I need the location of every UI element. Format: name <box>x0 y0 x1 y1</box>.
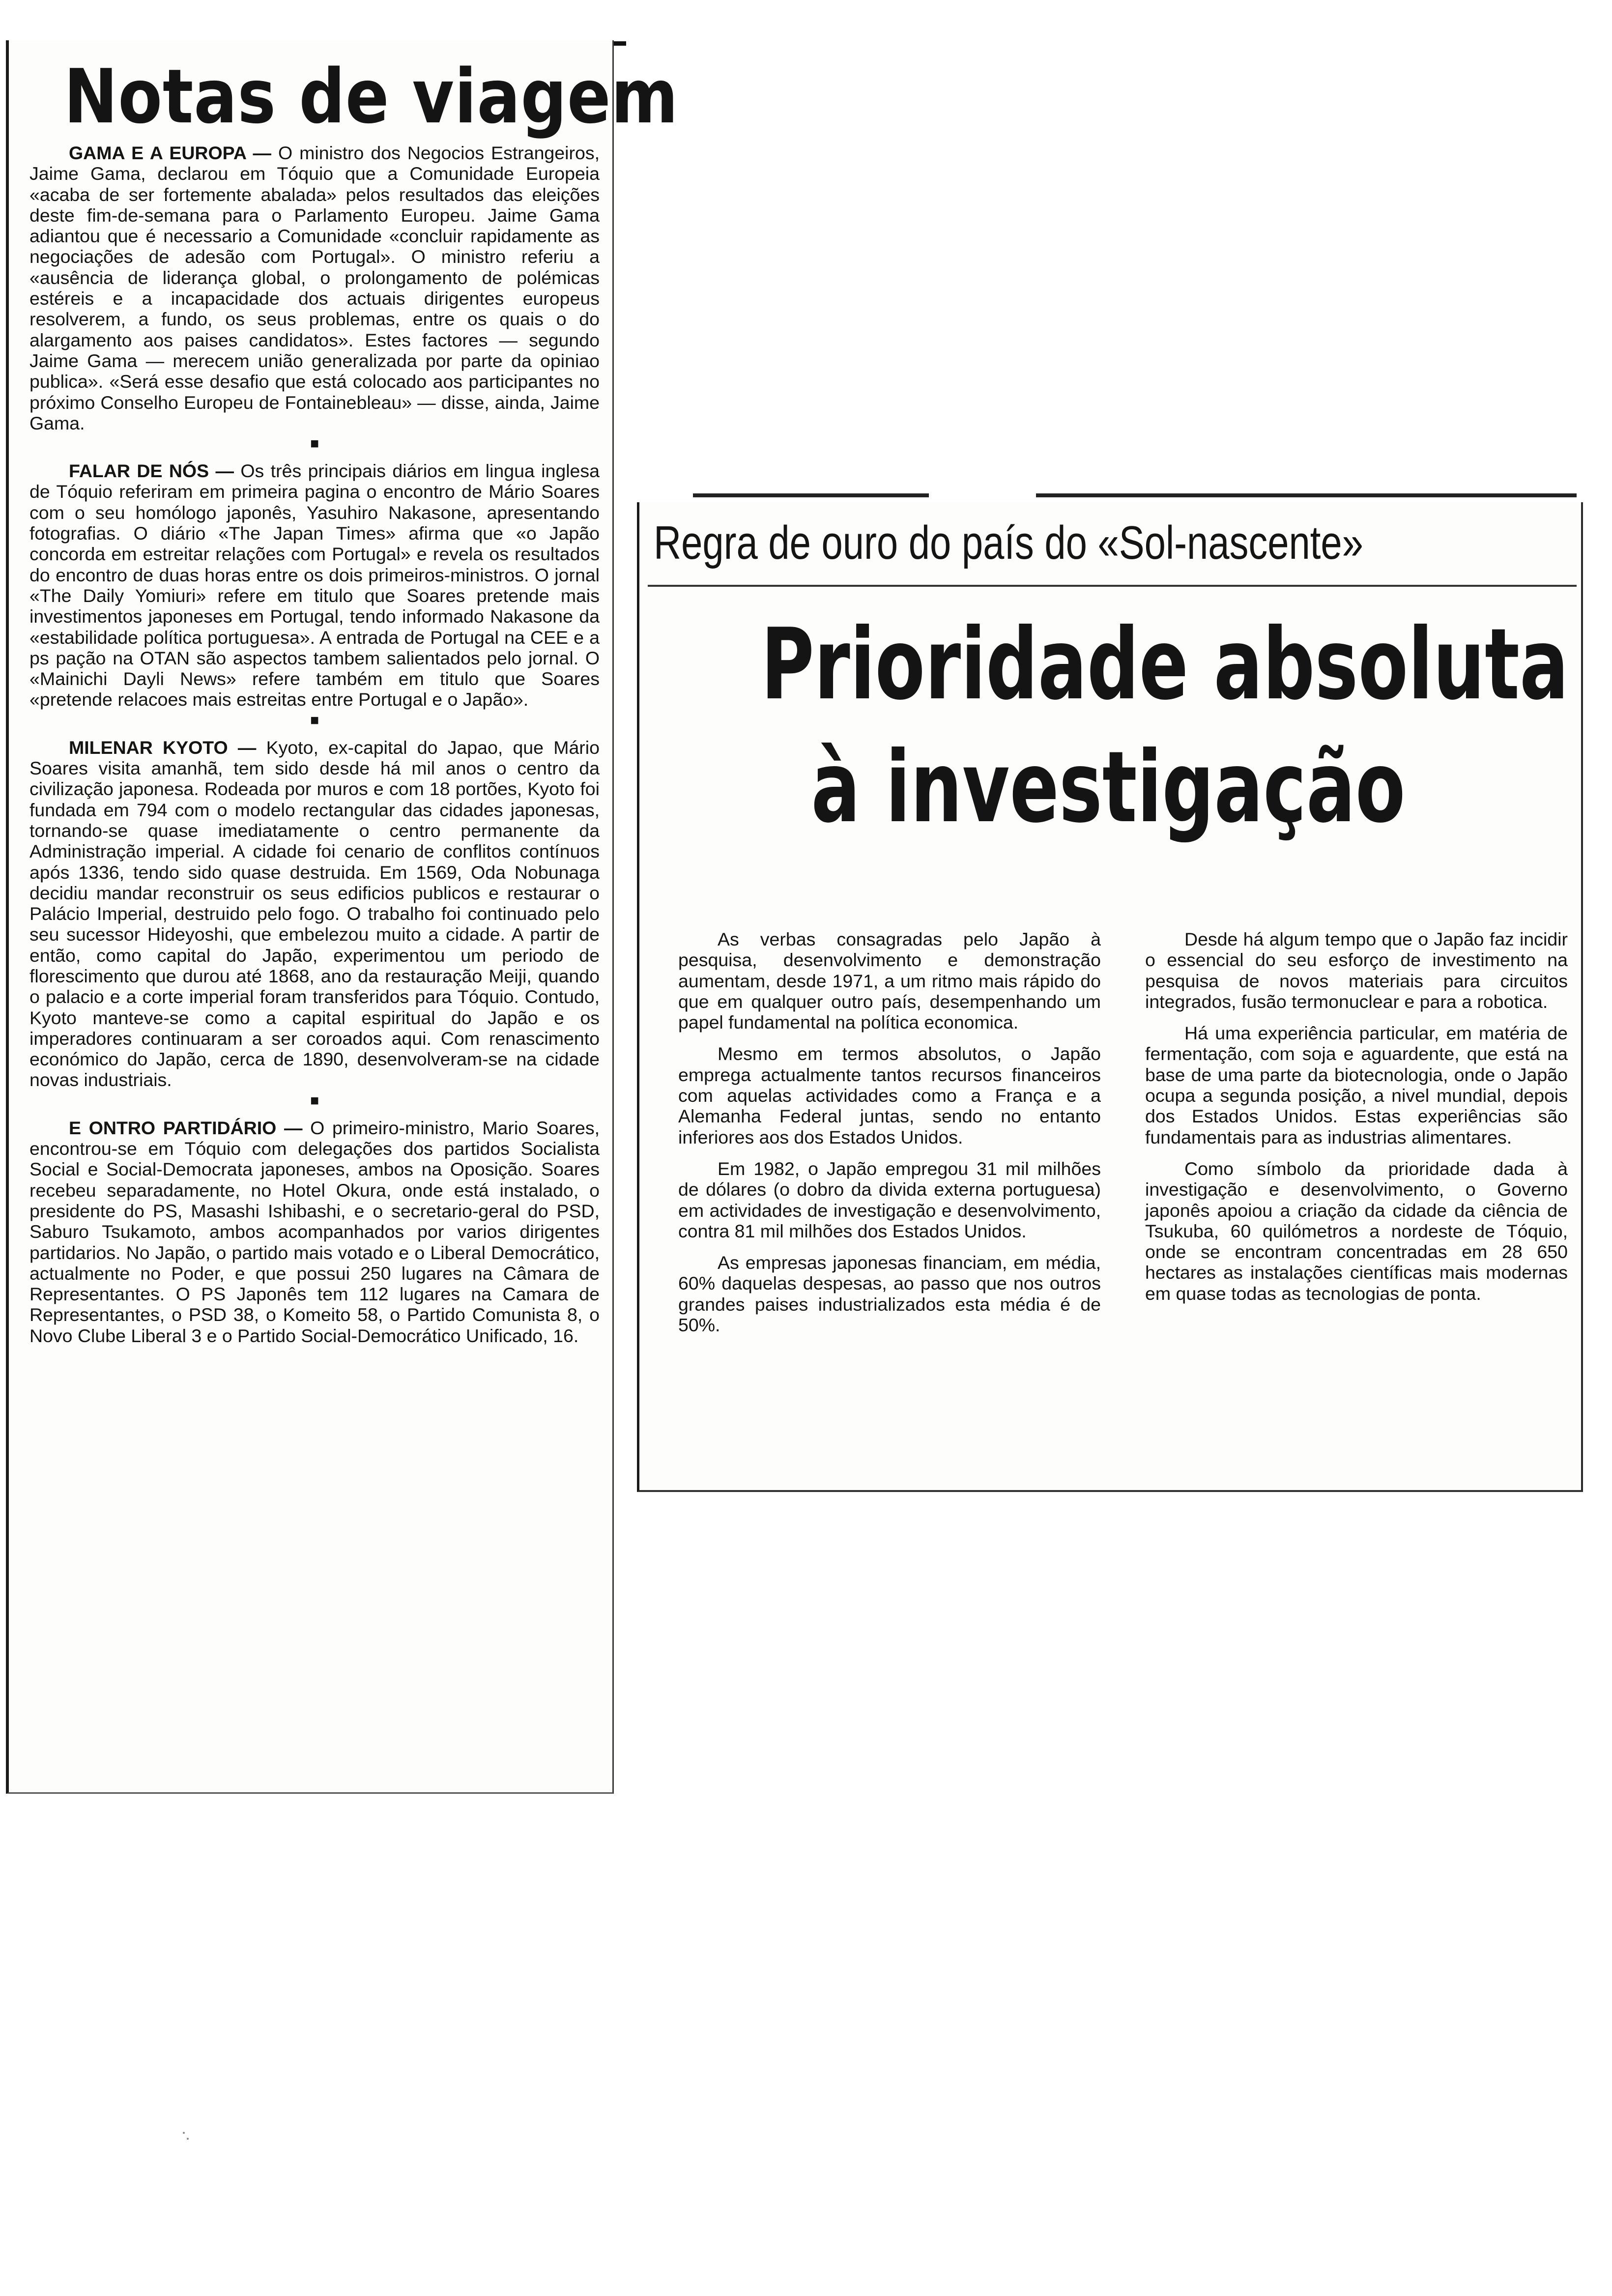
item-lead: MILENAR KYOTO — <box>69 737 257 758</box>
item-lead: GAMA E A EUROPA — <box>69 143 272 163</box>
item-text: Os três principais diários em lingua inglesa de Tóquio referiram em primeira pagina o encontro de Mário Soares com o seu homólogo japonês, Yasuhiro Nakasone, apresentando fotografias. O diário «The Japan Times» afirma que «o Japão concorda em estreitar relações com Portugal» e revela os resultados do encontro de duas horas entre os dois primeiros-ministros. O jornal «The Daily Yomiuri» refere em titulo que Soares pretende mais investimentos japoneses em Portugal, tendo informado Nakasone da «estabilidade política portuguesa». A entrada de Portugal na CEE e a ps pação na OTAN são aspectos tambem salientados pelo jornal. O «Mainichi Dayli News» refere também em titulo que Soares «pretende relacoes mais estreitas entre Portugal e o Japão». <box>29 460 600 710</box>
headline-line-2: à investigação <box>811 730 1406 845</box>
left-article-body <box>29 143 600 1346</box>
item-lead: E ONTRO PARTIDÁRIO — <box>69 1117 303 1138</box>
headline-line-1: Prioridade absoluta <box>761 607 1569 722</box>
item-gama-europa <box>29 143 600 433</box>
item-text: O primeiro-ministro, Mario Soares, encontrou-se em Tóquio com delegações dos partidos Socialista Social e Social-Democrata japoneses, ambos na Oposição. Soares recebeu separadamente, no Hotel Okura, onde está instalado, o presidente do PS, Masashi Ishibashi, e o secretario-geral do PSD, Saburo Tsukamoto, ambos acompanhados por varios dirigentes partidarios. No Japão, o partido mais votado e o Liberal Democrático, actualmente no Poder, e que possui 250 lugares na Câmara de Representantes. O PS Japonês tem 112 lugares na Camara de Representantes, o PSD 38, o Komeito 58, o Partido Comunista 8, o Novo Clube Liberal 3 e o Partido Social-Democrático Unificado, 16. <box>29 1117 600 1346</box>
item-falar-de-nos <box>29 460 600 710</box>
right-article-kicker: Regra de ouro do país do «Sol-nascente» <box>654 517 1363 569</box>
right-top-rule <box>1036 493 1577 497</box>
right-article-column-1 <box>678 929 1101 1346</box>
item-text: O ministro dos Negocios Estrangeiros, Jaime Gama, declarou em Tóquio que a Comunidade Europeia «acaba de ser fortemente abalada» pelos resultados das eleições deste fim-de-semana para o Parlamento Europeu. Jaime Gama adiantou que é necessario a Comunidade «concluir rapidamente as negociações de adesão com Portugal». O ministro referiu a «ausência de liderança global, o prolongamento de polémicas estéreis e a incapacidade dos actuais dirigentes europeus resolverem, a fundo, os seus problemas, entre os quais o do alargamento aos paises candidatos». Estes factores — segundo Jaime Gama — merecem união generalizada por parte da opiniao publica». «Será esse desafio que está colocado aos participantes no próximo Conselho Europeu de Fontainebleau» — disse, ainda, Jaime Gama. <box>29 143 600 433</box>
paragraph: As verbas consagradas pelo Japão à pesquisa, desenvolvimento e demonstração aumentam, desde 1971, a um ritmo mais rápido do que em qualquer outro país, desempenhando um papel fundamental na política economica. <box>678 929 1101 1033</box>
item-encontro-partidario <box>29 1118 600 1346</box>
paragraph: Desde há algum tempo que o Japão faz incidir o essencial do seu esforço de investimento na pesquisa de novos materiais para circuitos integrados, fusão termonuclear e para a robotica. <box>1145 929 1568 1012</box>
item-lead: FALAR DE NÓS — <box>69 460 234 482</box>
item-text: Kyoto, ex-capital do Japao, que Mário Soares visita amanhã, tem sido desde há mil anos o centro da civilização japonesa. Rodeada por muros e com 18 portões, Kyoto foi fundada em 794 com o modelo rectangular das cidades japonesas, tornando-se quase imediatamente o centro permanente da Administração imperial. A cidade foi cenario de conflitos contínuos após 1336, tendo sido quase destruida. Em 1569, Oda Nobunaga decidiu mandar reconstruir os seus edificios publicos e restaurar o Palácio Imperial, destruido pelo fogo. O trabalho foi continuado pelo seu sucessor Hideyoshi, que embelezou muito a cidade. A partir de então, como capital do Japão, experimentou um periodo de florescimento que durou até 1868, ano da restauração Meiji, quando o palacio e a corte imperial foram transferidos para Tóquio. Contudo, Kyoto manteve-se como a capital espiritual do Japão e os imperadores continuaram a ser coroados aqui. Com renascimento económico do Japão, cerca de 1890, desenvolveram-se na cidade novas industriais. <box>29 737 600 1091</box>
left-article-title: Notas de viagem <box>64 53 679 140</box>
scan-speck <box>183 2132 185 2134</box>
paragraph: As empresas japonesas financiam, em média, 60% daquelas despesas, ao passo que nos outros grandes paises industrializados esta média é de 50%. <box>678 1252 1101 1336</box>
paragraph: Há uma experiência particular, em matéria de fermentação, com soja e aguardente, que está na base de uma parte da biotecnologia, onde o Japão ocupa a segunda posição, a nivel mundial, depois dos Estados Unidos. Estas experiências são fundamentais para as industrias alimentares. <box>1145 1023 1568 1148</box>
paragraph: Como símbolo da prioridade dada à investigação e desenvolvimento, o Governo japonês apoiou a criação da cidade da ciência de Tsukuba, 60 quilómetros a nordeste de Tóquio, onde se encontram concentradas em 28 650 hectares as instalações científicas mais modernas em quase todas as tecnologias de ponta. <box>1145 1158 1568 1304</box>
paragraph: Mesmo em termos absolutos, o Japão emprega actualmente tantos recursos financeiros com aquelas actividades como a França e a Alemanha Federal juntas, sendo no entanto inferiores aos dos Estados Unidos. <box>678 1043 1101 1148</box>
right-article-headline <box>639 603 1578 849</box>
paragraph: Em 1982, o Japão empregou 31 mil milhões de dólares (o dobro da divida externa portuguesa) em actividades de investigação e desenvolvimento, contra 81 mil milhões dos Estados Unidos. <box>678 1158 1101 1241</box>
section-separator: ■ <box>310 712 319 728</box>
kicker-rule <box>648 585 1577 587</box>
section-separator: ■ <box>310 435 319 452</box>
right-top-rule <box>693 493 929 497</box>
item-milenar-kyoto <box>29 737 600 1091</box>
section-separator: ■ <box>310 1092 319 1109</box>
right-article-column-2 <box>1145 929 1568 1315</box>
scan-speck <box>187 2138 189 2140</box>
